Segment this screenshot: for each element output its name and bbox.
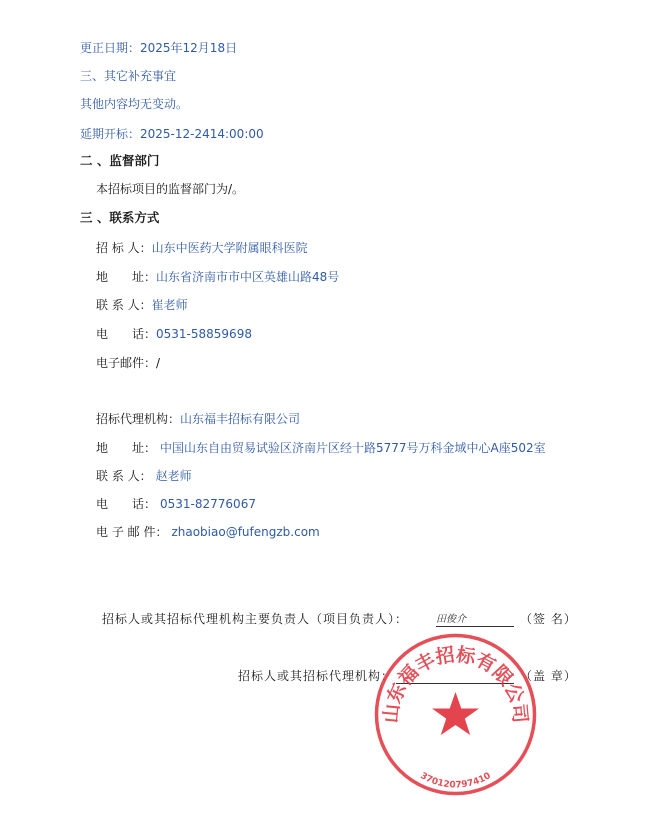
tenderer-email-label: 电子邮件： bbox=[96, 356, 157, 370]
signature-line-suffix: （签 名） bbox=[520, 612, 577, 626]
agency-address-label: 地 址： bbox=[96, 441, 157, 455]
supplement-section-title: 三、其它补充事宜 bbox=[80, 69, 177, 83]
correction-date: 更正日期：2025年12月18日 bbox=[80, 41, 238, 55]
agency-phone: 0531-82776067 bbox=[160, 497, 256, 511]
tenderer-contact-label: 联 系 人： bbox=[96, 298, 152, 312]
tenderer-phone-row bbox=[96, 326, 252, 342]
agency-address: 中国山东自由贸易试验区济南片区经十路5777号万科金域中心A座502室 bbox=[160, 441, 546, 455]
tenderer-contact: 崔老师 bbox=[151, 298, 188, 312]
tenderer-phone-label: 电 话： bbox=[96, 327, 157, 341]
agency-phone-row bbox=[96, 496, 256, 512]
agency-address-row bbox=[96, 440, 546, 456]
signature-line-prefix: 招标人或其招标代理机构主要负责人（项目负责人）： bbox=[102, 612, 409, 626]
agency-name-label: 招标代理机构： bbox=[96, 412, 181, 426]
seal-star-icon bbox=[432, 692, 479, 735]
tenderer-address-row bbox=[96, 269, 339, 285]
supervision-text: 本招标项目的监督部门为/。 bbox=[96, 182, 245, 196]
tenderer-name-label: 招 标 人： bbox=[96, 241, 152, 255]
signature-underline bbox=[436, 626, 514, 627]
supervision-heading: 二 、监督部门 bbox=[80, 153, 160, 168]
seal-number: 370120797410 bbox=[418, 771, 493, 791]
seal-line-prefix: 招标人或其招标代理机构： bbox=[238, 669, 395, 683]
contact-heading: 三 、联系方式 bbox=[80, 210, 160, 225]
agency-name-row bbox=[96, 411, 300, 427]
seal-line-suffix: （盖 章） bbox=[520, 669, 577, 683]
agency-contact: 赵老师 bbox=[155, 469, 192, 483]
delayed-opening: 延期开标：2025-12-2414:00:00 bbox=[80, 127, 264, 141]
tenderer-email: / bbox=[156, 356, 161, 370]
tenderer-email-row bbox=[96, 355, 160, 371]
handwritten-signature: 田俊介 bbox=[436, 614, 466, 625]
agency-email-label: 电 子 邮 件： bbox=[96, 525, 168, 539]
agency-contact-label: 联 系 人： bbox=[96, 469, 152, 483]
tenderer-name: 山东中医药大学附属眼科医院 bbox=[151, 241, 308, 255]
agency-email: zhaobiao@fufengzb.com bbox=[171, 525, 320, 539]
company-seal bbox=[373, 632, 538, 797]
tenderer-address-label: 地 址： bbox=[96, 270, 157, 284]
agency-contact-row bbox=[96, 468, 192, 484]
agency-phone-label: 电 话： bbox=[96, 497, 157, 511]
tenderer-address: 山东省济南市市中区英雄山路48号 bbox=[156, 270, 340, 284]
agency-name: 山东福丰招标有限公司 bbox=[180, 412, 301, 426]
seal-company-name: 山东福丰招标有限公司 bbox=[379, 643, 532, 724]
agency-email-row bbox=[96, 524, 320, 540]
tenderer-name-row bbox=[96, 240, 308, 256]
supplement-content: 其他内容均无变动。 bbox=[80, 97, 189, 111]
tenderer-phone: 0531-58859698 bbox=[156, 327, 252, 341]
tenderer-contact-row bbox=[96, 297, 188, 313]
